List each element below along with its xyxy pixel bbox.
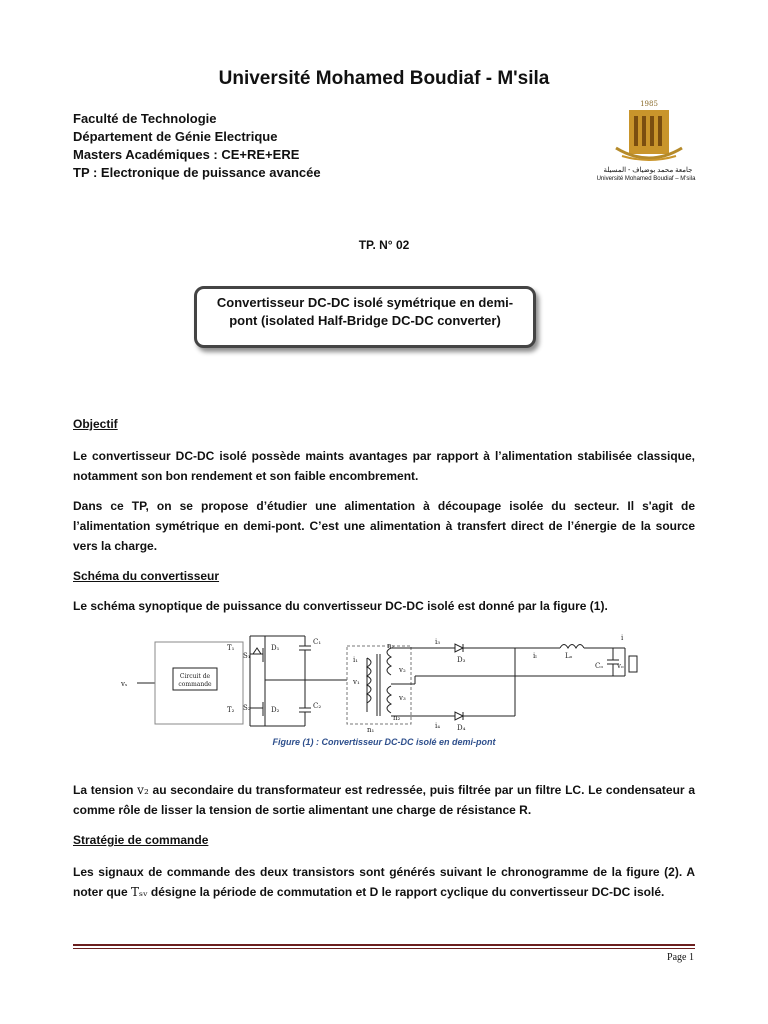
masters-line: Masters Académiques : CE+RE+ERE [73, 147, 300, 162]
tension-symbol-v2: v₂ [137, 783, 149, 797]
faculty-line: Faculté de Technologie [73, 111, 217, 126]
label-S1: S₁ [243, 652, 251, 660]
label-i4: i₄ [435, 722, 441, 730]
university-title: Université Mohamed Boudiaf - M'sila [218, 68, 550, 89]
strategie-symbol-tsw: Tₛᵥ [131, 885, 148, 899]
footer-divider-thin [73, 948, 695, 949]
label-n2-bottom: n₂ [393, 714, 401, 722]
tension-pre: La tension [73, 783, 134, 797]
strategie-paragraph [73, 862, 695, 902]
label-S2: S₂ [243, 704, 251, 712]
label-io: i [621, 634, 624, 642]
figure-1-caption: Figure (1) : Convertisseur DC-DC isolé en demi-pont [272, 737, 496, 747]
label-vs: vₛ [121, 680, 128, 688]
university-logo [604, 98, 694, 166]
tp-number: TP. N° 02 [358, 238, 410, 252]
label-C2: C₂ [313, 702, 322, 710]
logo-caption-arabic: جامعة محمد بوضياف - المسيلة [603, 167, 693, 174]
label-D2: D₂ [271, 706, 280, 714]
logo-caption-french: Université Mohamed Boudiaf – M'sila [596, 176, 696, 182]
tension-paragraph [73, 780, 695, 820]
label-T2: T₂ [227, 706, 235, 714]
title-line-2: pont (isolated Half-Bridge DC-DC converter) [229, 313, 501, 328]
label-n1: n₁ [367, 726, 375, 734]
label-D3: D₃ [457, 656, 466, 664]
label-iLo: iₗ [533, 652, 537, 660]
strategie-heading: Stratégie de commande [73, 833, 209, 847]
department-line: Département de Génie Electrique [73, 129, 278, 144]
strategie-post: désigne la période de commutation et D le rapport cyclique du convertisseur DC-DC isolé. [150, 885, 665, 899]
footer-divider [73, 944, 695, 946]
label-control-1: Circuit de [179, 673, 211, 680]
label-vo: vₒ [617, 662, 624, 670]
strategie-pre: Les signaux de commande des deux transistors sont générés suivant le chronogramme de la figure (2). A noter que [73, 865, 695, 899]
label-v2: v₂ [399, 666, 406, 674]
label-Lo: Lₒ [565, 652, 573, 660]
label-D4: D₄ [457, 724, 466, 732]
course-line: TP : Electronique de puissance avancée [73, 165, 321, 180]
title-line-1: Convertisseur DC-DC isolé symétrique en demi- [216, 295, 514, 310]
label-i1: i₁ [353, 656, 359, 664]
objectif-paragraph-2: Dans ce TP, on se propose d’étudier une alimentation à découpage isolée du secteur. Il s'agit de l’alimentation symétrique en demi-pont. C’est une alimentation à transfert direct de l’énergie de la source vers la charge. [73, 499, 695, 553]
page-number: Page 1 [667, 952, 694, 963]
label-Co: Cₒ [595, 662, 604, 670]
schema-heading: Schéma du convertisseur [73, 569, 220, 583]
circuit-diagram [115, 628, 655, 736]
logo-year: 1985 [640, 100, 658, 108]
label-C1: C₁ [313, 638, 322, 646]
label-control-2: commande [178, 681, 212, 688]
label-n2-top: n₂ [387, 642, 395, 650]
schema-paragraph: Le schéma synoptique de puissance du convertisseur DC-DC isolé est donné par la figure (1). [73, 599, 608, 613]
label-v3: v₃ [399, 694, 406, 702]
objectif-heading: Objectif [73, 417, 118, 431]
label-D1: D₁ [271, 644, 280, 652]
label-T1: T₁ [227, 644, 235, 652]
label-i3: i₃ [435, 638, 441, 646]
objectif-paragraph-1: Le convertisseur DC-DC isolé possède maints avantages par rapport à l’alimentation stabilisée classique, notamment son bon rendement et son faible encombrement. [73, 449, 695, 483]
title-box [194, 286, 536, 348]
tension-post: au secondaire du transformateur est redressée, puis filtrée par un filtre LC. Le condensateur a comme rôle de lisser la tension de sortie alimentant une charge de résistance R. [73, 783, 696, 817]
label-v1: v₁ [353, 678, 360, 686]
